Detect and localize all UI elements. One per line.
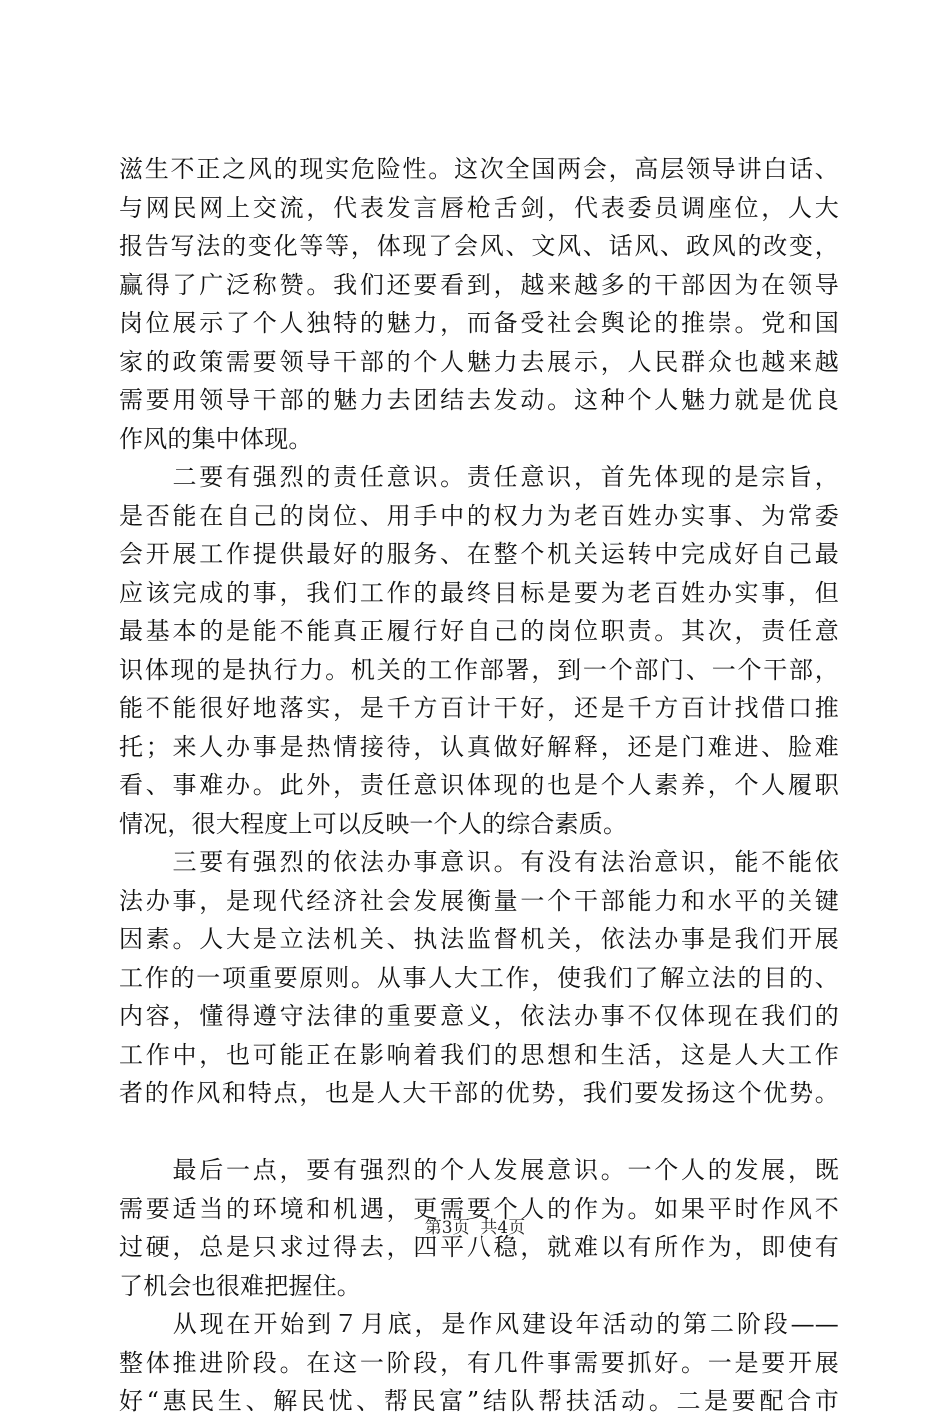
text-line: 应该完成的事，我们工作的最终目标是要为老百姓办实事，但 bbox=[119, 578, 839, 607]
page-footer bbox=[0, 1216, 950, 1240]
text-line: 工作的一项重要原则。从事人大工作，使我们了解立法的目的、 bbox=[119, 963, 839, 992]
text-line: 最后一点，要有强烈的个人发展意识。一个人的发展，既 bbox=[119, 1156, 839, 1184]
text-line: 需要适当的环境和机遇，更需要个人的作为。如果平时作风不 bbox=[119, 1194, 839, 1223]
text-line: 从现在开始到７月底，是作风建设年活动的第二阶段—— bbox=[119, 1310, 839, 1338]
text-line: 内容，懂得遵守法律的重要意义，依法办事不仅体现在我们的 bbox=[119, 1002, 839, 1030]
text-line: 托；来人办事是热情接待，认真做好解释，还是门难进、脸难 bbox=[119, 732, 839, 761]
text-line: 作风的集中体现。 bbox=[119, 424, 313, 453]
text-line: 会开展工作提供最好的服务、在整个机关运转中完成好自己最 bbox=[119, 540, 839, 568]
text-line: 岗位展示了个人独特的魅力，而备受社会舆论的推崇。党和国 bbox=[119, 309, 839, 337]
text-line: 报告写法的变化等等，体现了会风、文风、话风、政风的改变， bbox=[119, 232, 839, 260]
text-line: 需要用领导干部的魅力去团结去发动。这种个人魅力就是优良 bbox=[119, 386, 839, 414]
text-line: 情况，很大程度上可以反映一个人的综合素质。 bbox=[119, 809, 628, 838]
text-line: 好“惠民生、解民忧、帮民富”结队帮扶活动。二是要配合市 bbox=[119, 1387, 839, 1415]
text-line: 能不能很好地落实，是千方百计干好，还是千方百计找借口推 bbox=[119, 694, 839, 722]
text-line: 识体现的是执行力。机关的工作部署，到一个部门、一个干部， bbox=[119, 655, 839, 684]
text-line: 看、事难办。此外，责任意识体现的也是个人素养，个人履职 bbox=[119, 771, 839, 799]
page-number-label: 第3页 共4页 bbox=[424, 1218, 526, 1238]
text-line: 三要有强烈的依法办事意识。有没有法治意识，能不能依 bbox=[119, 848, 839, 876]
text-line: 工作中，也可能正在影响着我们的思想和生活，这是人大工作 bbox=[119, 1040, 839, 1069]
text-line: 二要有强烈的责任意识。责任意识，首先体现的是宗旨， bbox=[119, 463, 839, 491]
text-line: 整体推进阶段。在这一阶段，有几件事需要抓好。一是要开展 bbox=[119, 1348, 839, 1377]
text-line: 者的作风和特点，也是人大干部的优势，我们要发扬这个优势。 bbox=[119, 1079, 839, 1107]
text-line: 法办事，是现代经济社会发展衡量一个干部能力和水平的关键 bbox=[119, 886, 839, 915]
text-line: 赢得了广泛称赞。我们还要看到，越来越多的干部因为在领导 bbox=[119, 270, 839, 299]
text-line: 滋生不正之风的现实危险性。这次全国两会，高层领导讲白话、 bbox=[119, 155, 839, 183]
paragraph-gap bbox=[119, 1113, 839, 1152]
text-line: 家的政策需要领导干部的个人魅力去展示，人民群众也越来越 bbox=[119, 347, 839, 376]
text-line: 与网民网上交流，代表发言唇枪舌剑，代表委员调座位，人大 bbox=[119, 193, 839, 222]
text-line: 了机会也很难把握住。 bbox=[119, 1271, 361, 1300]
text-line: 最基本的是能不能真正履行好自己的岗位职责。其次，责任意 bbox=[119, 617, 839, 645]
text-line: 是否能在自己的岗位、用手中的权力为老百姓办实事、为常委 bbox=[119, 501, 839, 530]
text-line: 因素。人大是立法机关、执法监督机关，依法办事是我们开展 bbox=[119, 925, 839, 953]
text-line: 过硬，总是只求过得去，四平八稳，就难以有所作为，即使有 bbox=[119, 1233, 839, 1261]
